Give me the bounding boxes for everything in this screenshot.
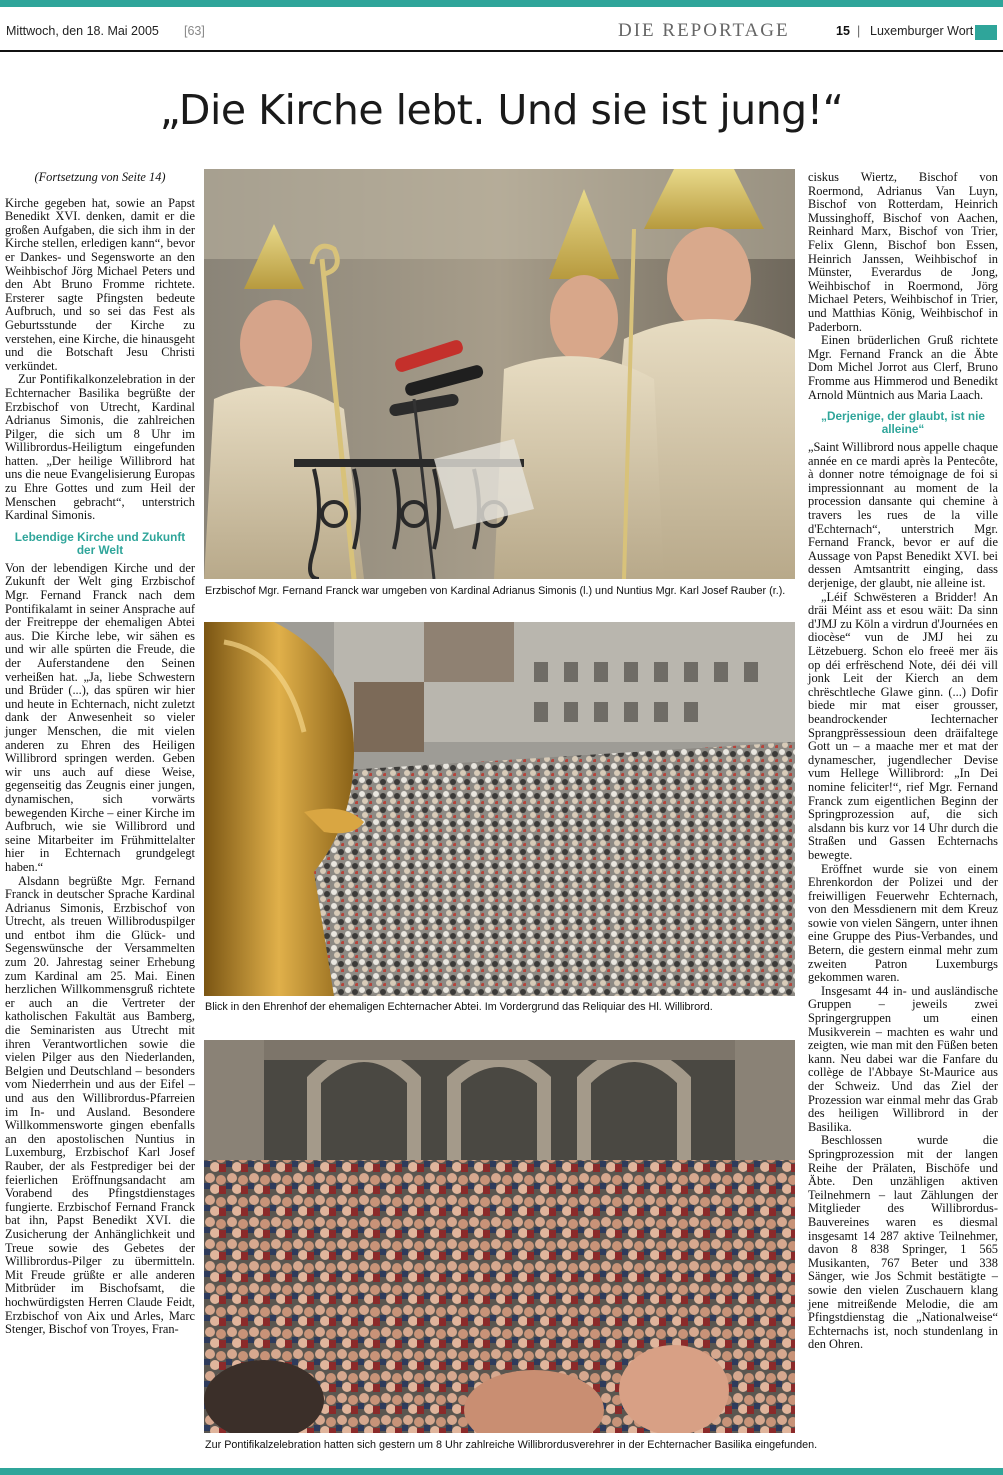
- paragraph: Zur Pontifikalkonzelebration in der Echternacher Basilika begrüßte der Erzbischof von Utrecht, Kardinal Adrianus Simonis, die zahlreichen Pilger, die sich um 8 Uhr im Willibrordus-Heiligtum eingefunden hatten. „Der heilige Willibrord hat uns die neue Evangelisierung Europas zu Ehre Gottes und zum Heil der Menschen gebracht“, unterstrich Kardinal Simonis.: [5, 372, 195, 523]
- paragraph: Eröffnet wurde sie von einem Ehrenkordon der Polizei und der freiwilligen Feuerwehr Echternach, von den Messdienern mit dem Kreuz sowie von vielen Sängern, unter ihnen eine Gruppe des Pius-Verbandes, und Betern, die gestern einmal mehr zum zweiten Patron Luxemburgs gekommen waren.: [808, 861, 998, 985]
- continuation-note: (Fortsetzung von Seite 14): [34, 170, 166, 184]
- page-number: 15: [836, 24, 850, 38]
- subheading: Lebendige Kirche und Zukunft der Welt: [14, 529, 186, 557]
- photo-caption: Zur Pontifikalzelebration hatten sich gestern um 8 Uhr zahlreiche Willibrordusverehrer in der Echternacher Basilika eingefunden.: [205, 1439, 818, 1451]
- paragraph: Einen brüderlichen Gruß richtete Mgr. Fernand Franck an die Äbte Dom Michel Jorrot aus Clerf, Bruno Fromme aus Himmerod und Benedikt Arnold Müntnich aus Maria Laach.: [808, 333, 998, 402]
- photo-caption: Blick in den Ehrenhof der ehemaligen Echternacher Abtei. Im Vordergrund das Reliquiar des Hl. Willibrord.: [205, 1001, 713, 1013]
- paragraph: ciskus Wiertz, Bischof von Roermond, Adrianus Van Luyn, Bischof von Rotterdam, Heinrich Mussinghoff, Bischof von Aachen, Reinhard Marx, Bischof von Trier, Felix Glenn, Bischof bon Essen, Heinrich Janssen, Weihbischof in Münster, Everardus de Jong, Weihbischof in Roermond, Jörg Michael Peters, Weihbischof in Trier, und Matthias König, Weihbischof in Paderborn.: [808, 170, 998, 334]
- issue-date: Mittwoch, den 18. Mai 2005: [6, 24, 159, 38]
- top-accent-bar: [0, 0, 1003, 7]
- article-column-right: [808, 171, 998, 1352]
- header-rule: [0, 50, 1003, 52]
- photo-caption: Erzbischof Mgr. Fernand Franck war umgeben von Kardinal Adrianus Simonis (l.) und Nuntius Mgr. Karl Josef Rauber (r.).: [205, 585, 786, 597]
- paragraph: Alsdann begrüßte Mgr. Fernand Franck in deutscher Sprache Kardinal Adrianus Simonis, Erzbischof von Utrecht, als treuen Willibroduspilger und entbot ihm die Glück- und Segenswünsche der Versammelten zum 20. Jahrestag seiner Erhebung zum Kardinal am 25. Mai. Einen herzlichen Willkommensgruß richtete er auch an die Vertreter der katholischen Fakultät aus Bamberg, die Seminaristen aus Utrecht mit ihren Verantwortlichen sowie die vielen Pilger aus den Niederlanden, Belgien und Deutschland – besonders vom Niederrhein und aus der Eifel – und aus den Willibrordus-Pfarreien im In- und Ausland. Besondere Willkommensworte gingen ebenfalls an den apostolischen Nuntius in Luxemburg, Erzbischof Karl Josef Rauber, der als Festprediger bei der feierlichen Eröffnungsandacht am Vorabend des Pfingstdienstages fungierte. Erzbischof Fernand Franck bat ihn, Papst Benedikt XVI. die Zusicherung der Anhänglichkeit und Treue sowie des Gebetes der Willibrordus-Pilger zu übermitteln. Mit Freude grüßte er alle anderen Mitbrüder im Bischofsamt, die hochwürdigsten Herren Claude Feidt, Erzbischof von Aix und Arles, Marc Stenger, Bischof von Troyes, Fran-: [5, 873, 195, 1337]
- paragraph: Beschlossen wurde die Springprozession mit der langen Reihe der Prälaten, Bischöfe und Äbte. Den unzähligen aktiven Teilnehmern – laut Zählungen der Mitglieder des Willibrordus-Bauvereines waren es diesmal insgesamt 14 287 aktive Teilnehmer, davon 8 838 Springer, 1 565 Musikanten, 767 Beter und 338 Sänger, wie Jos Schmit bestätigte – sowie den vielen Zuschauern klang jene mitreißende Melodie, die am Pfingstdienstag die „Nationalweise“ Echternachs ist, noch stundenlang in den Ohren.: [808, 1133, 998, 1352]
- paragraph: Insgesamt 44 in- und ausländische Gruppen – jeweils zwei Springergruppen um einen Musikverein – machten es wahr und zeigten, wie man mit den Füßen beten kann. Neu dabei war die Fanfare du collège de l'Abbaye St-Maurice aus der Schweiz. Und das Ziel der Prozession war einmal mehr das Grab des heiligen Willibrord in der Basilika.: [808, 983, 998, 1134]
- header-separator: |: [857, 24, 861, 38]
- paragraph: „Léif Schwësteren a Bridder! An dräi Méint ass et esou wäit: Da sinn d'JMJ zu Köln a virdrun d'Journées en diocèse“ vun de JMJ hei zu Lëtzebuerg. Schon elo freeë mer äis op déi erfrëschend Note, déi déi vill jonk Leit der Kierch an dem chrëschtleche Glawe ginn. (...) Dofir biede mir mat eiser grousser, beandrockender Iechternacher Sprangprëssessioun deen dräifaltege Gott un – a maache mer et mat der dynamescher, jugendlecher Devise vum Hellege Willibrord: „In Dei nomine feliciter!“, rief Mgr. Fernand Franck zum eigentlichen Beginn der Springprozession auf, die sich alsdann bis kurz vor 14 Uhr durch die Straßen und Gassen Echternachs bewegte.: [808, 589, 998, 862]
- paragraph: Kirche gegeben hat, sowie an Papst Benedikt XVI. denken, damit er die großen Aufgaben, die sich ihm in der Kirche stellen, erledigen kann“, bevor er Dankes- und Segensworte an den Weihbischof Jörg Michael Peters und den Abt Bruno Fromme richtete. Ersterer sagte Pfingsten bedeute Aufbruch, und so sei das Fest als Geburtsstunde der Kirche zu verstehen, eine Kirche, die hinausgeht und die Botschaft Jesu Christi verkündet.: [5, 195, 195, 373]
- paragraph: Von der lebendigen Kirche und der Zukunft der Welt ging Erzbischof Mgr. Fernand Franck nach dem Pontifikalamt in seiner Ansprache auf der Freitreppe der ehemaligen Abtei aus. Die Kirche lebe, wir sähen es und wir alle spürten die Freude, die der Auferstandene den Seinen verheißen hat. „Ja, liebe Schwestern und Brüder (...), das spüren wir hier und heute in Echternach, nicht zuletzt dank der Anwesenheit so vieler junger Menschen, die mit vielen anderen zu Ehren des Heiligen Willibrord springen werden. Geben wir uns auch auf diese Weise, gegenseitig das Zeugnis einer jungen, dynamischen, sich vorwärts bewegenden Kirche – einer Kirche im Aufbruch, wie sie Willibrord und seine Mitarbeiter im Frühmittelalter hier in Echternach grundgelegt haben.“: [5, 560, 195, 874]
- subheading: „Derjenige, der glaubt, ist nie alleine“: [821, 409, 985, 437]
- newspaper-name: Luxemburger Wort: [870, 24, 974, 38]
- section-title: DIE REPORTAGE: [618, 20, 790, 41]
- paragraph: „Saint Willibrord nous appelle chaque année en ce mardi après la Pentecôte, à donner notre témoignage de foi si impressionnant au moment de la procession dansante qui chemine à travers les rues de la ville d'Echternach“, unterstrich Mgr. Fernand Franck, bevor er auf die Aussage von Papst Benedikt XVI. bei dessen Amtsantritt einging, dass derjenige, der glaubt, nie alleine ist.: [808, 440, 998, 591]
- photo-basilica: [204, 1040, 795, 1433]
- article-headline: „Die Kirche lebt. Und sie ist jung!“: [159, 86, 844, 134]
- page-header: [6, 20, 996, 46]
- issue-code: [63]: [184, 24, 205, 38]
- photo-courtyard: [204, 622, 795, 996]
- article-column-left: [5, 171, 195, 1337]
- bottom-accent-bar: [0, 1468, 1003, 1475]
- photo-bishops: [204, 169, 795, 579]
- brand-square: [975, 25, 997, 40]
